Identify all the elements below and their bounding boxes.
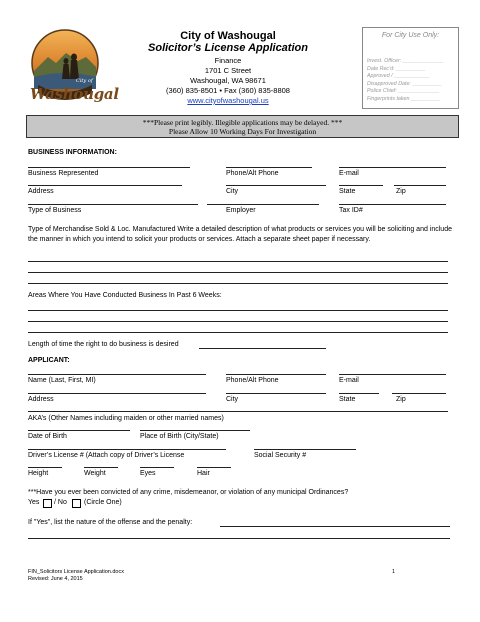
- applicant-address-label: Address: [28, 396, 54, 403]
- business-address-line[interactable]: [28, 185, 182, 186]
- duration-label: Length of time the right to do business is desired: [28, 341, 179, 348]
- applicant-zip-label: Zip: [396, 396, 406, 403]
- footer-revised: Revised: June 4, 2015: [28, 576, 83, 582]
- pob-label: Place of Birth (City/State): [140, 433, 219, 440]
- areas-line[interactable]: [28, 332, 448, 333]
- business-phone-label: Phone/Alt Phone: [226, 170, 279, 177]
- hair-label: Hair: [197, 470, 210, 477]
- office-use-box: [362, 27, 459, 109]
- business-employer-line[interactable]: [207, 204, 319, 205]
- department: Finance: [214, 56, 242, 65]
- dob-label: Date of Birth: [28, 433, 67, 440]
- applicant-state-line[interactable]: [339, 393, 379, 394]
- no-label: / No: [54, 499, 67, 506]
- business-zip-line[interactable]: [394, 185, 446, 186]
- logo-text: Washougal: [30, 85, 119, 103]
- page-number: 1: [392, 569, 396, 575]
- applicant-zip-line[interactable]: [392, 393, 446, 394]
- offense-label: If "Yes", list the nature of the offense and the penalty:: [28, 519, 193, 526]
- business-taxid-label: Tax ID#: [339, 207, 363, 214]
- pob-line[interactable]: [140, 430, 250, 431]
- applicant-email-label: E-mail: [339, 377, 359, 384]
- height-line[interactable]: [28, 467, 62, 468]
- ssn-label: Social Security #: [254, 452, 307, 459]
- office-field: Disapproved Date: __________: [367, 80, 442, 87]
- business-represented-line[interactable]: [28, 167, 190, 168]
- applicant-name-label: Name (Last, First, MI): [28, 377, 96, 384]
- business-state-label: State: [339, 188, 356, 195]
- yes-label: Yes: [28, 499, 40, 506]
- business-city-line[interactable]: [226, 185, 326, 186]
- form-title: Solicitor’s License Application: [148, 42, 308, 54]
- office-use-fields: [367, 58, 444, 103]
- office-field: Invest. Officer: ______________: [367, 58, 444, 64]
- business-type-label: Type of Business: [28, 207, 82, 214]
- notice-line-2: Please Allow 10 Working Days For Investigation: [168, 127, 317, 136]
- notice-banner: [26, 115, 459, 138]
- business-phone-line[interactable]: [226, 167, 312, 168]
- business-zip-label: Zip: [396, 188, 406, 195]
- footer-filename: FIN_Solicitors License Application.docx: [28, 569, 124, 575]
- business-address-label: Address: [28, 188, 54, 195]
- circle-one-label: (Circle One): [84, 499, 122, 506]
- business-heading: BUSINESS INFORMATION:: [28, 149, 117, 156]
- website-link[interactable]: www.cityofwashougal.us: [187, 96, 269, 105]
- height-label: Height: [28, 470, 49, 477]
- applicant-phone-label: Phone/Alt Phone: [226, 377, 279, 384]
- offense-line[interactable]: [220, 526, 450, 527]
- eyes-line[interactable]: [140, 467, 174, 468]
- city-state-zip: Washougal, WA 98671: [190, 76, 266, 85]
- eyes-label: Eyes: [140, 470, 156, 477]
- applicant-phone-line[interactable]: [226, 374, 326, 375]
- applicant-heading: APPLICANT:: [28, 357, 70, 364]
- merchandise-line[interactable]: [28, 272, 448, 273]
- applicant-email-line[interactable]: [339, 374, 446, 375]
- duration-line[interactable]: [199, 348, 326, 349]
- business-type-line[interactable]: [28, 204, 198, 205]
- street-address: 1701 C Street: [204, 66, 252, 75]
- office-use-title: For City Use Only:: [381, 32, 440, 39]
- applicant-state-label: State: [339, 396, 356, 403]
- areas-line[interactable]: [28, 321, 448, 322]
- office-field: Fingerprints taken __________: [367, 95, 441, 102]
- office-field: Approved / ____________: [367, 73, 430, 79]
- merchandise-line[interactable]: [28, 261, 448, 262]
- license-line[interactable]: [28, 449, 226, 450]
- office-field: Date Rec'd: __________: [367, 65, 426, 72]
- areas-label: Areas Where You Have Conducted Business In Past 6 Weeks:: [28, 292, 222, 299]
- business-represented-label: Business Represented: [28, 170, 99, 177]
- aka-label: AKA’s (Other Names including maiden or other married names): [28, 415, 224, 422]
- dob-line[interactable]: [28, 430, 130, 431]
- ssn-line[interactable]: [254, 449, 356, 450]
- areas-line[interactable]: [28, 310, 448, 311]
- hair-line[interactable]: [197, 467, 231, 468]
- conviction-question: ***Have you ever been convicted of any crime, misdemeanor, or violation of any municipal Ordinances?: [28, 489, 349, 496]
- merchandise-line[interactable]: [28, 283, 448, 284]
- office-field: Police Chief: ______________: [367, 88, 440, 94]
- yes-checkbox[interactable]: [43, 499, 52, 508]
- header-block: [108, 30, 348, 106]
- business-email-line[interactable]: [339, 167, 446, 168]
- business-city-label: City: [226, 188, 239, 195]
- business-employer-label: Employer: [226, 207, 256, 214]
- business-taxid-line[interactable]: [339, 204, 446, 205]
- weight-label: Weight: [84, 470, 106, 477]
- weight-line[interactable]: [84, 467, 118, 468]
- business-state-line[interactable]: [339, 185, 383, 186]
- applicant-name-line[interactable]: [28, 374, 206, 375]
- city-name: City of Washougal: [180, 30, 276, 42]
- city-logo: [26, 27, 119, 107]
- aka-line[interactable]: [28, 411, 448, 412]
- business-email-label: E-mail: [339, 170, 359, 177]
- merchandise-description-label: Type of Merchandise Sold & Loc. Manufactured Write a detailed description of what products or services you will be soliciting and include the manner in which you intend to solicit your products or services. Attach a separate sheet paper if necessary.: [28, 226, 452, 243]
- applicant-city-label: City: [226, 396, 239, 403]
- offense-line[interactable]: [28, 538, 450, 539]
- license-label: Driver’s License # (Attach copy of Driver’s License: [28, 452, 185, 459]
- notice-line-1: ***Please print legibly. Illegible applications may be delayed. ***: [142, 118, 343, 127]
- logo-text-small: City of: [76, 78, 93, 84]
- no-checkbox[interactable]: [72, 499, 81, 508]
- applicant-city-line[interactable]: [226, 393, 326, 394]
- applicant-address-line[interactable]: [28, 393, 206, 394]
- phone-fax: (360) 835-8501 • Fax (360) 835-8808: [166, 86, 290, 95]
